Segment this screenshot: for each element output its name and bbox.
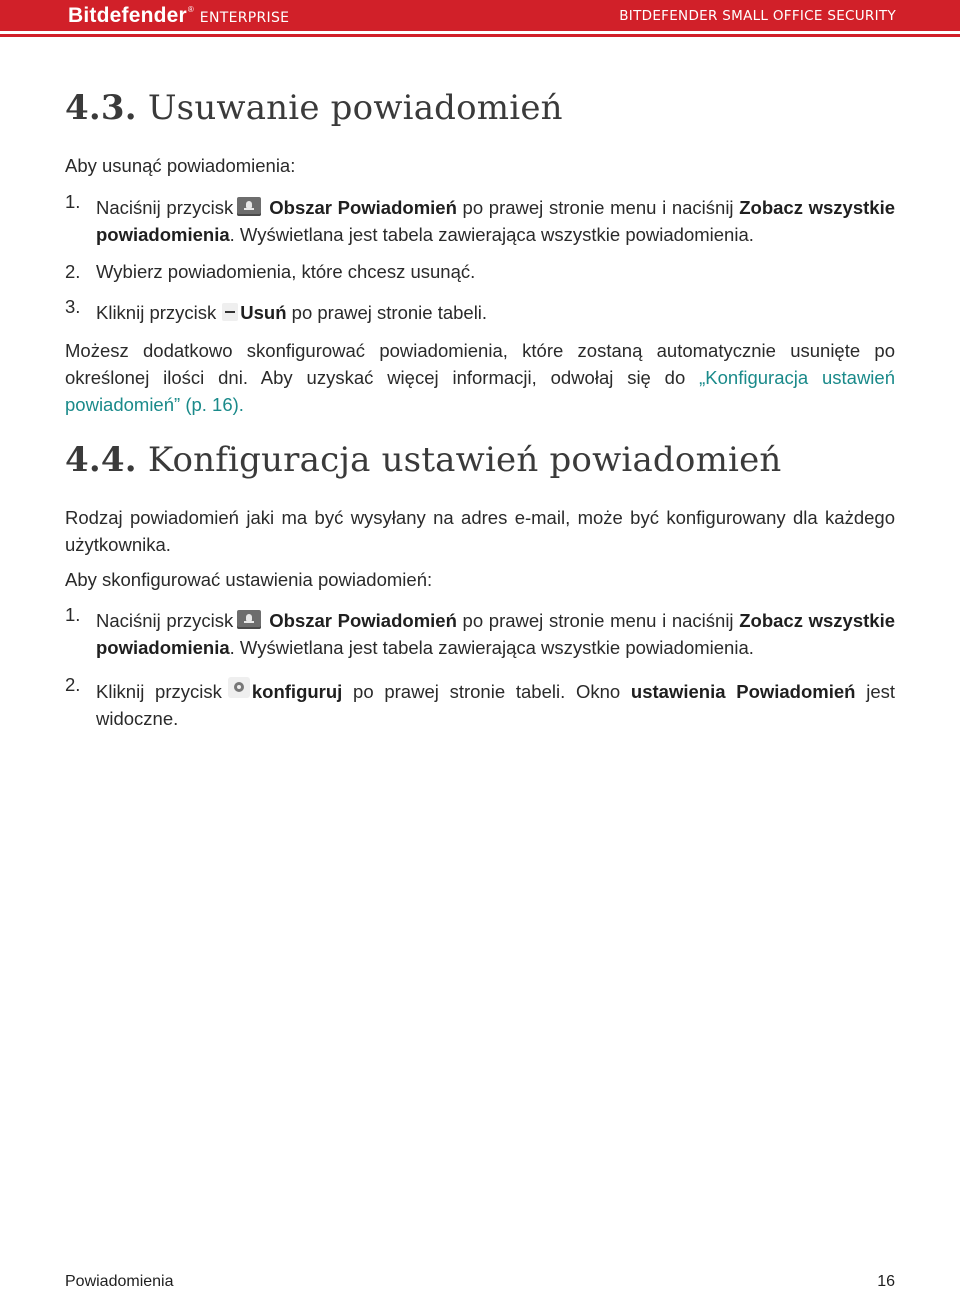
chapter-name: Powiadomienia: [65, 1273, 174, 1290]
minus-icon: [222, 303, 238, 321]
notification-bell-icon: [237, 197, 261, 216]
list-item: [65, 296, 895, 326]
list-item: [65, 674, 895, 732]
notification-settings-label: ustawienia Powiadomień: [630, 681, 856, 702]
step-number: 2.: [65, 261, 81, 282]
gear-icon: [228, 677, 250, 698]
see-all-notifications-label: Zobacz wszystkie powiadomienia: [96, 197, 895, 245]
header-bar: [0, 0, 960, 34]
description-paragraph: Rodzaj powiadomień jaki ma być wysyłany na adres e-mail, może być konfigurowany dla każdego użytkownika.: [65, 507, 895, 555]
list-item: [65, 604, 895, 661]
step-number: 1.: [65, 191, 81, 212]
registered-mark: ®: [187, 5, 194, 14]
page-number: 16: [877, 1273, 895, 1290]
step-text: [96, 299, 895, 326]
notification-area-label: Obszar Powiadomień: [269, 610, 457, 631]
brand-name: Bitdefender: [68, 3, 187, 27]
brand-logo: [68, 0, 289, 31]
step-text: Wybierz powiadomienia, które chcesz usunąć.: [96, 261, 476, 282]
notification-bell-icon: [237, 610, 261, 629]
section-number: 4.3.: [65, 88, 137, 128]
section-number: 4.4.: [65, 440, 137, 480]
notification-area-label: Obszar Powiadomień: [269, 197, 457, 218]
step-text-part: po prawej stronie tabeli. Okno: [342, 681, 631, 702]
intro-text: Aby skonfigurować ustawienia powiadomień:: [65, 569, 433, 590]
step-text: [96, 194, 895, 248]
step-number: 3.: [65, 296, 81, 317]
list-item: [65, 191, 895, 248]
step-number: 2.: [65, 674, 81, 695]
see-all-notifications-label: Zobacz wszystkie powiadomienia: [96, 610, 895, 658]
section-heading-4-4: [65, 440, 782, 480]
step-text-part: Kliknij przycisk: [96, 681, 222, 702]
product-title: BITDEFENDER SMALL OFFICE SECURITY: [619, 8, 896, 24]
section-title: Konfiguracja ustawień powiadomień: [147, 440, 782, 480]
step-number: 1.: [65, 604, 81, 625]
step-text-part: . Wyświetlana jest tabela zawierająca wszystkie powiadomienia.: [229, 224, 754, 245]
step-text-part: po prawej stronie menu i naciśnij: [456, 610, 740, 631]
section-heading-4-3: [65, 88, 563, 128]
step-text: [96, 607, 895, 661]
note-paragraph: [65, 337, 895, 418]
step-text-part: Naciśnij przycisk: [96, 197, 234, 218]
step-text-part: Kliknij przycisk: [96, 302, 217, 323]
note-end: .: [238, 394, 244, 415]
step-text-part: Naciśnij przycisk: [96, 610, 234, 631]
section-title: Usuwanie powiadomień: [147, 88, 563, 128]
configure-label: konfiguruj: [251, 681, 343, 702]
cross-reference-link[interactable]: „Konfiguracja ustawień powiadomień” (p. 16): [65, 367, 895, 415]
list-item: [65, 258, 895, 285]
step-text-part: jest widoczne.: [96, 681, 895, 729]
step-text-part: po prawej stronie menu i naciśnij: [456, 197, 740, 218]
step-text-part: po prawej stronie tabeli.: [286, 302, 488, 323]
step-text: [96, 677, 895, 732]
delete-label: Usuń: [240, 302, 287, 323]
note-text: Możesz dodatkowo skonfigurować powiadomienia, które zostaną automatycznie usunięte po określonej ilości dni. Aby uzyskać więcej informacji, odwołaj się do: [65, 340, 895, 388]
step-text-part: . Wyświetlana jest tabela zawierająca wszystkie powiadomienia.: [229, 637, 754, 658]
intro-text: Aby usunąć powiadomienia:: [65, 155, 296, 176]
brand-edition: ENTERPRISE: [199, 9, 290, 26]
